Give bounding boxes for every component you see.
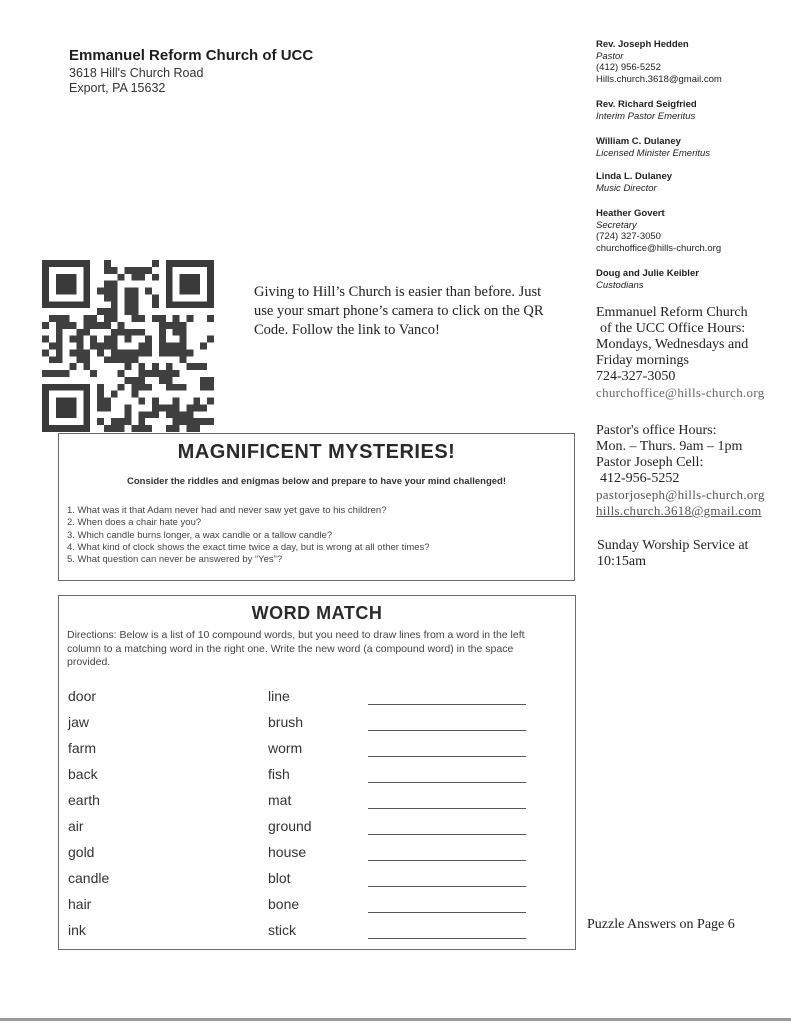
right-word: brush — [268, 714, 304, 730]
bottom-scan-edge — [0, 1018, 791, 1021]
worship-line-1: Sunday Worship Service at — [597, 538, 749, 553]
left-word: back — [68, 766, 98, 782]
word-match-row — [59, 766, 575, 792]
staff-role: Pastor — [596, 50, 624, 62]
left-word: ink — [68, 922, 86, 938]
riddle-item: 5. What question can never be answered by “Yes”? — [67, 554, 283, 566]
staff-role: Music Director — [596, 182, 657, 194]
pastor-email-1: pastorjoseph@hills-church.org — [596, 487, 765, 502]
mysteries-subtitle: Consider the riddles and enigmas below and prepare to have your mind challenged! — [126, 476, 507, 487]
mysteries-title: MAGNIFICENT MYSTERIES! — [177, 441, 456, 463]
staff-phone: (724) 327-3050 — [596, 231, 661, 242]
office-line-1: Emmanuel Reform Church — [596, 305, 748, 320]
right-word: worm — [268, 740, 303, 756]
answer-line[interactable] — [368, 704, 526, 705]
word-match-row — [59, 714, 575, 740]
staff-entry-interim-pastor — [596, 99, 786, 122]
answer-line[interactable] — [368, 834, 526, 835]
word-match-row — [59, 792, 575, 818]
riddle-item: 4. What kind of clock shows the exact time twice a day, but is wrong at all other times? — [67, 541, 430, 553]
word-match-row — [59, 818, 575, 844]
right-word: ground — [268, 818, 312, 834]
left-word: jaw — [68, 714, 90, 730]
left-word: door — [68, 688, 97, 704]
right-word: fish — [268, 766, 290, 782]
office-line-2: of the UCC Office Hours: — [600, 321, 746, 336]
office-email: churchoffice@hills-church.org — [596, 385, 765, 400]
pastor-hours-title: Pastor's office Hours: — [596, 423, 717, 438]
right-word: blot — [268, 870, 291, 886]
pastor-email-2: hills.church.3618@gmail.com — [596, 503, 762, 518]
pastor-cell: 412-956-5252 — [600, 471, 680, 486]
staff-entry-secretary — [596, 208, 786, 254]
pastor-cell-label: Pastor Joseph Cell: — [596, 455, 704, 470]
office-phone: 724-327-3050 — [596, 369, 676, 384]
worship-time: 10:15am — [597, 554, 646, 569]
word-match-box — [58, 595, 576, 950]
answer-line[interactable] — [368, 938, 526, 939]
mysteries-box — [58, 433, 575, 581]
left-word: air — [68, 818, 84, 834]
right-word: line — [268, 688, 290, 704]
left-word: hair — [68, 896, 92, 912]
riddle-list — [67, 505, 430, 566]
staff-entry-custodians — [596, 268, 786, 291]
answer-line[interactable] — [368, 730, 526, 731]
word-match-row — [59, 870, 575, 896]
staff-name: Heather Govert — [596, 208, 665, 219]
staff-email: Hills.church.3618@gmail.com — [596, 73, 722, 85]
church-name: Emmanuel Reform Church of UCC — [69, 47, 314, 64]
staff-name: Rev. Richard Seigfried — [596, 99, 697, 110]
right-word: mat — [268, 792, 292, 808]
answer-line[interactable] — [368, 808, 526, 809]
pastor-office-hours — [596, 423, 788, 519]
answer-line[interactable] — [368, 886, 526, 887]
staff-role: Interim Pastor Emeritus — [596, 110, 696, 122]
word-match-row — [59, 688, 575, 714]
riddle-item: 2. When does a chair hate you? — [67, 517, 202, 529]
staff-name: Doug and Julie Keibler — [596, 268, 699, 279]
riddle-item: 1. What was it that Adam never had and never saw yet gave to his children? — [67, 505, 387, 516]
answer-line[interactable] — [368, 860, 526, 861]
word-match-directions: Directions: Below is a list of 10 compound words, but you need to draw lines from a word in the left column to a matching word in the right one. Write the new word (a compound word) in the space provided. — [67, 629, 525, 668]
qr-code-icon[interactable] — [42, 260, 214, 432]
answer-line[interactable] — [368, 912, 526, 913]
worship-service — [597, 538, 777, 570]
office-hours — [596, 305, 788, 401]
word-match-row — [59, 740, 575, 766]
staff-role: Secretary — [596, 219, 637, 231]
answer-line[interactable] — [368, 782, 526, 783]
staff-role: Custodians — [596, 279, 644, 291]
left-word: candle — [68, 870, 110, 886]
word-match-row — [59, 844, 575, 870]
office-line-3: Mondays, Wednesdays and — [596, 337, 749, 352]
right-word: stick — [268, 922, 296, 938]
staff-entry-music-director — [596, 171, 786, 194]
staff-role: Licensed Minister Emeritus — [596, 147, 711, 159]
puzzle-answers-note: Puzzle Answers on Page 6 — [587, 917, 735, 932]
left-word: farm — [68, 740, 96, 756]
staff-phone: (412) 956-5252 — [596, 62, 661, 73]
pastor-hours: Mon. – Thurs. 9am – 1pm — [596, 439, 743, 454]
staff-entry-licensed-minister — [596, 136, 786, 159]
word-match-row — [59, 896, 575, 922]
staff-name: William C. Dulaney — [596, 136, 681, 147]
riddle-item: 3. Which candle burns longer, a wax candle or a tallow candle? — [67, 529, 333, 541]
address-line-1: 3618 Hill's Church Road — [69, 66, 204, 80]
right-word: house — [268, 844, 307, 860]
office-line-4: Friday mornings — [596, 353, 689, 368]
giving-text: Giving to Hill’s Church is easier than before. Just use your smart phone’s camera to click on the QR Code. Follow the link to Vanco! — [254, 284, 544, 338]
staff-name: Rev. Joseph Hedden — [596, 39, 689, 50]
word-match-title: WORD MATCH — [251, 603, 383, 623]
staff-name: Linda L. Dulaney — [596, 171, 673, 182]
word-match-row — [59, 922, 575, 948]
left-word: gold — [68, 844, 95, 860]
right-word: bone — [268, 896, 300, 912]
staff-email: churchoffice@hills-church.org — [596, 242, 722, 254]
answer-line[interactable] — [368, 756, 526, 757]
address-line-2: Export, PA 15632 — [69, 81, 166, 95]
left-word: earth — [68, 792, 100, 808]
staff-entry-pastor — [596, 39, 786, 85]
